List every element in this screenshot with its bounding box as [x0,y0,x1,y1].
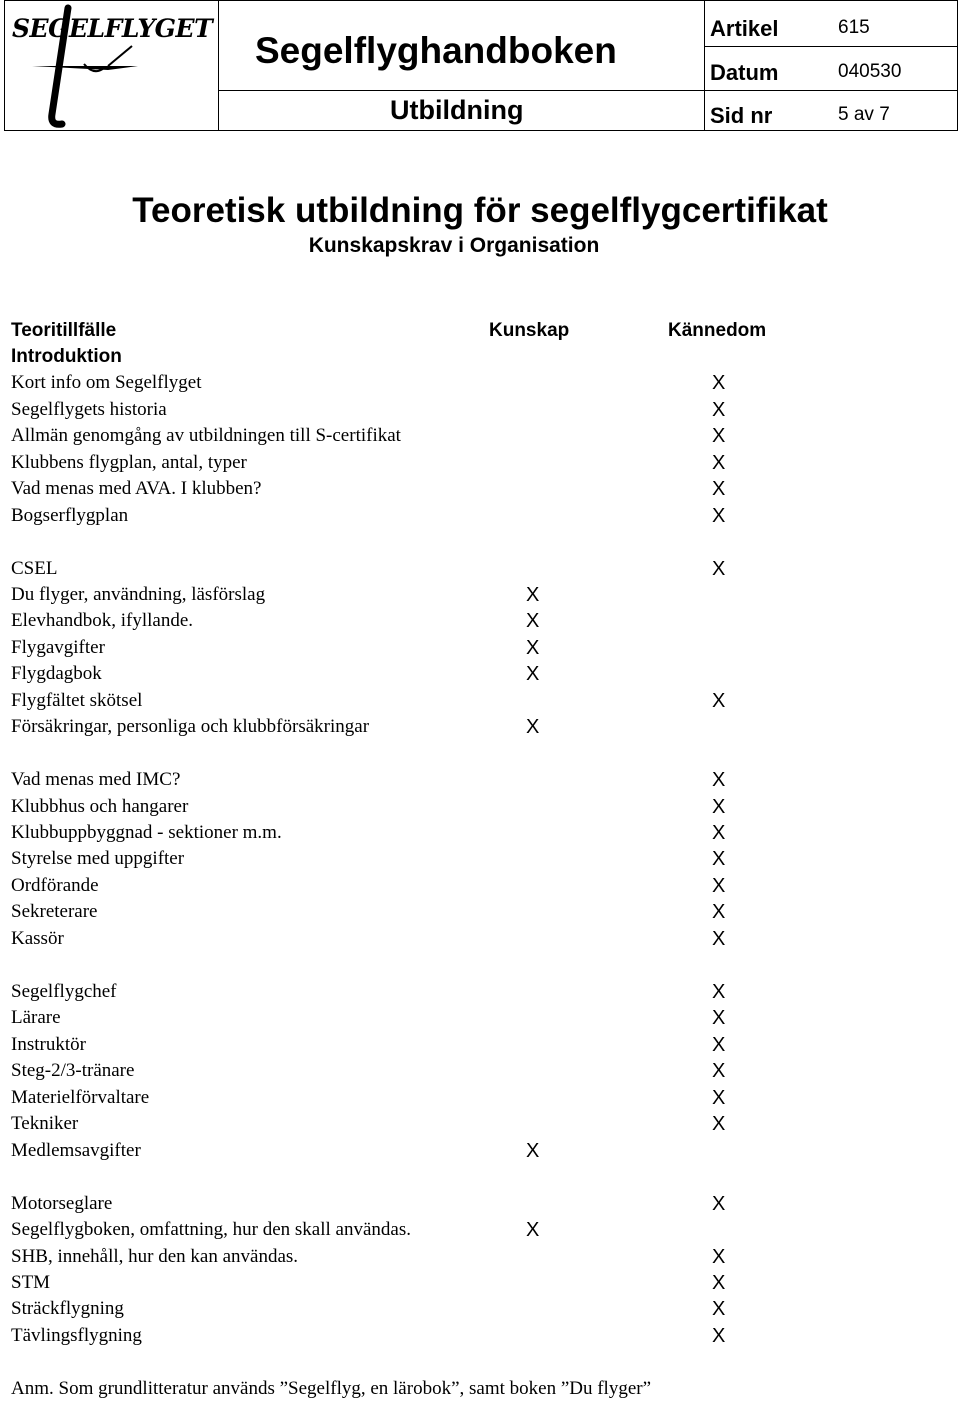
topic-label: Segelflygchef [11,981,117,1002]
page-label: Sid nr [710,103,773,128]
column-header-topic: Teoritillfälle [11,320,117,341]
topic-label: Lärare [11,1007,61,1028]
table-row [11,1113,951,1139]
topic-label: Instruktör [11,1034,86,1055]
topic-label: STM [11,1272,51,1293]
awareness-mark: X [712,981,726,1003]
awareness-mark: X [712,1246,726,1268]
segelflyget-logo [8,4,212,128]
logo-text: SEGELFLYGET [12,14,213,43]
knowledge-mark: X [526,1219,540,1241]
topic-label: Vad menas med AVA. I klubben? [11,478,262,499]
awareness-mark: X [712,478,726,500]
table-row [11,769,951,795]
knowledge-mark: X [526,1140,540,1162]
table-row [11,478,951,504]
table-row [11,1193,951,1219]
table-row [11,425,951,451]
awareness-mark: X [712,1034,726,1056]
knowledge-mark: X [526,663,540,685]
table-row [11,1060,951,1086]
topic-label: Medlemsavgifter [11,1140,141,1161]
topic-label: Segelflygboken, omfattning, hur den skall användas. [11,1219,411,1240]
topic-label: Tävlingsflygning [11,1325,142,1346]
table-row [11,1272,951,1298]
topic-label: SHB, innehåll, hur den kan användas. [11,1246,299,1267]
table-row [11,796,951,822]
column-header-knowledge: Kunskap [489,320,570,341]
table-row [11,1087,951,1113]
table-row [11,452,951,478]
awareness-mark: X [712,1060,726,1082]
table-row [11,1034,951,1060]
table-row [11,372,951,398]
topic-label: Flygavgifter [11,637,105,658]
topic-label: Styrelse med uppgifter [11,848,185,869]
topic-label: Sträckflygning [11,1298,124,1319]
table-row [11,399,951,425]
table-row [11,1140,951,1166]
page-title: Teoretisk utbildning för segelflygcertifikat [132,191,828,230]
table-row [11,901,951,927]
awareness-mark: X [712,875,726,897]
topic-label: Kort info om Segelflyget [11,372,202,393]
header-divider [704,46,957,47]
date-value: 040530 [838,61,902,82]
topic-label: Motorseglare [11,1193,113,1214]
column-header-awareness: Kännedom [668,320,767,341]
awareness-mark: X [712,769,726,791]
awareness-mark: X [712,1193,726,1215]
header-divider [704,1,705,130]
table-row [11,505,951,531]
table-row [11,690,951,716]
topic-label: Tekniker [11,1113,79,1134]
article-value: 615 [838,17,870,38]
awareness-mark: X [712,425,726,447]
table-row [11,848,951,874]
book-title: Segelflyghandboken [255,30,617,71]
awareness-mark: X [712,399,726,421]
awareness-mark: X [712,558,726,580]
awareness-mark: X [712,452,726,474]
topic-label: Segelflygets historia [11,399,167,420]
topic-label: Klubbhus och hangarer [11,796,189,817]
table-row [11,663,951,689]
table-row [11,637,951,663]
topic-label: CSEL [11,558,58,579]
topic-label: Flygfältet skötsel [11,690,143,711]
knowledge-mark: X [526,610,540,632]
topic-label: Flygdagbok [11,663,102,684]
article-label: Artikel [710,16,779,41]
awareness-mark: X [712,1298,726,1320]
page-subtitle: Kunskapskrav i Organisation [308,234,600,257]
section-title: Utbildning [390,95,524,125]
table-row [11,928,951,954]
table-row [11,584,951,610]
table-row [11,716,951,742]
page-value: 5 av 7 [838,104,890,125]
table-row [11,558,951,584]
table-row [11,1007,951,1033]
awareness-mark: X [712,848,726,870]
table-row [11,610,951,636]
topic-label: Du flyger, användning, läsförslag [11,584,266,605]
topic-label: Materielförvaltare [11,1087,150,1108]
awareness-mark: X [712,1272,726,1294]
table-row [11,822,951,848]
awareness-mark: X [712,928,726,950]
topic-label: Klubbens flygplan, antal, typer [11,452,247,473]
topic-label: Kassör [11,928,64,949]
section-heading-introduction: Introduktion [11,346,122,367]
awareness-mark: X [712,901,726,923]
footnote: Anm. Som grundlitteratur används ”Segelflyg, en lärobok”, samt boken ”Du flyger” [11,1378,652,1399]
header-divider [218,1,219,130]
awareness-mark: X [712,822,726,844]
topic-label: Allmän genomgång av utbildningen till S-certifikat [11,425,401,446]
topic-label: Elevhandbok, ifyllande. [11,610,194,631]
knowledge-mark: X [526,637,540,659]
awareness-mark: X [712,796,726,818]
awareness-mark: X [712,1087,726,1109]
awareness-mark: X [712,372,726,394]
topic-label: Sekreterare [11,901,98,922]
table-row [11,1219,951,1245]
table-row [11,1246,951,1272]
knowledge-mark: X [526,716,540,738]
table-row [11,1298,951,1324]
topic-label: Klubbuppbyggnad - sektioner m.m. [11,822,282,843]
topic-label: Vad menas med IMC? [11,769,181,790]
table-row [11,1325,951,1351]
table-row [11,981,951,1007]
header-divider [218,90,957,91]
table-row [11,875,951,901]
awareness-mark: X [712,1325,726,1347]
topic-label: Steg-2/3-tränare [11,1060,135,1081]
awareness-mark: X [712,1007,726,1029]
awareness-mark: X [712,505,726,527]
knowledge-mark: X [526,584,540,606]
awareness-mark: X [712,690,726,712]
date-label: Datum [710,60,779,85]
topic-label: Försäkringar, personliga och klubbförsäkringar [11,716,370,737]
topic-label: Bogserflygplan [11,505,129,526]
awareness-mark: X [712,1113,726,1135]
topic-label: Ordförande [11,875,99,896]
